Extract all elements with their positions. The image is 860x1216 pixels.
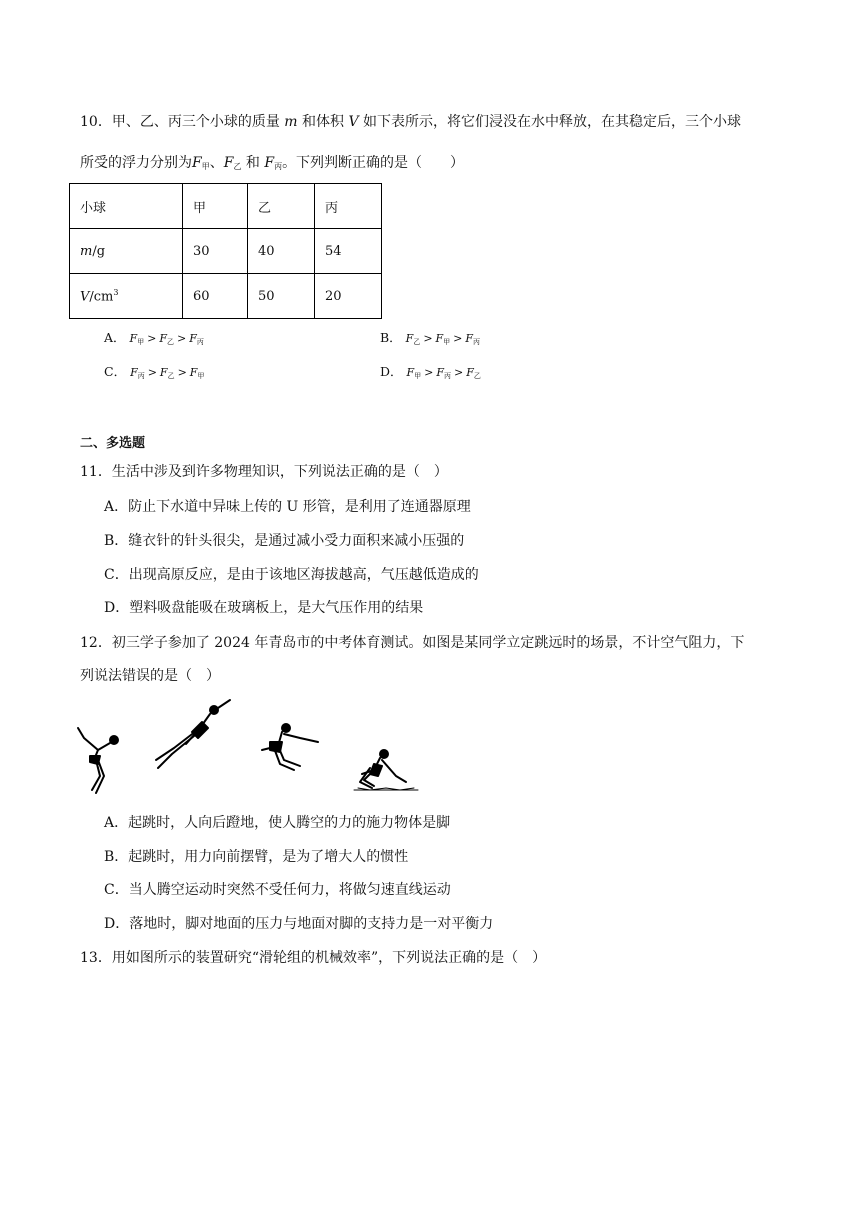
table-cell: 54 [315, 229, 382, 274]
q10-option-a[interactable]: A． F甲 > F乙 > F丙 [104, 330, 204, 346]
q12-option-a[interactable]: A．起跳时，人向后蹬地，使人腾空的力的施力物体是脚 [104, 815, 451, 831]
table-cell: 30 [183, 229, 248, 274]
table-header-cell: 小球 [70, 184, 183, 229]
q11-stem: 11．生活中涉及到许多物理知识，下列说法正确的是（ ） [80, 464, 448, 480]
q12-option-d[interactable]: D．落地时，脚对地面的压力与地面对脚的支持力是一对平衡力 [104, 916, 494, 932]
q10-option-c[interactable]: C． F丙 > F乙 > F甲 [104, 364, 205, 380]
table-row [70, 184, 382, 229]
q13-stem: 13．用如图所示的装置研究“滑轮组的机械效率”，下列说法正确的是（ ） [80, 950, 547, 966]
section-heading: 二、多选题 [80, 436, 146, 451]
table-row [70, 274, 382, 319]
table-cell: 20 [315, 274, 382, 319]
q12-stem-line2: 列说法错误的是（ ） [80, 668, 220, 684]
q12-stem-line1: 12．初三学子参加了 2024 年青岛市的中考体育测试。如图是某同学立定跳远时的场景，不计空气阻力，下 [80, 635, 745, 651]
q10-stem-line2: 所受的浮力分别为$F_甲$、$F_乙$ 和 $F_丙$。下列判断正确的是（ ） [80, 155, 465, 171]
q10-stem-line1: 10．甲、乙、丙三个小球的质量 m 和体积 V 如下表所示，将它们浸没在水中释放，在其稳定后，三个小球 [80, 114, 742, 130]
q10-data-table [69, 183, 382, 319]
q10-option-d[interactable]: D． F甲 > F丙 > F乙 [380, 364, 481, 380]
jumper-landed-figure [354, 750, 418, 790]
q11-option-c[interactable]: C．出现高原反应，是由于该地区海拔越高，气压越低造成的 [104, 567, 479, 583]
table-row-label-mass: m/g [70, 229, 183, 274]
q11-option-d[interactable]: D．塑料吸盘能吸在玻璃板上，是大气压作用的结果 [104, 600, 424, 616]
jumper-tuck-figure [262, 724, 318, 770]
table-header-cell: 乙 [248, 184, 315, 229]
jumper-airborne-figure [156, 700, 230, 768]
table-cell: 60 [183, 274, 248, 319]
table-cell: 50 [248, 274, 315, 319]
q11-option-b[interactable]: B．缝衣针的针头很尖，是通过减小受力面积来减小压强的 [104, 533, 465, 549]
table-cell: 40 [248, 229, 315, 274]
table-row [70, 229, 382, 274]
q11-option-a[interactable]: A．防止下水道中异味上传的 U 形管，是利用了连通器原理 [104, 499, 471, 515]
q12-option-c[interactable]: C．当人腾空运动时突然不受任何力，将做匀速直线运动 [104, 882, 451, 898]
standing-long-jump-figure [74, 698, 424, 798]
q10-option-b[interactable]: B． F乙 > F甲 > F丙 [380, 330, 481, 346]
q12-option-b[interactable]: B．起跳时，用力向前摆臂，是为了增大人的惯性 [104, 849, 409, 865]
table-header-cell: 丙 [315, 184, 382, 229]
table-row-label-volume: $V/cm^3$ [70, 274, 183, 319]
table-header-cell: 甲 [183, 184, 248, 229]
jumper-takeoff-figure [78, 728, 118, 793]
